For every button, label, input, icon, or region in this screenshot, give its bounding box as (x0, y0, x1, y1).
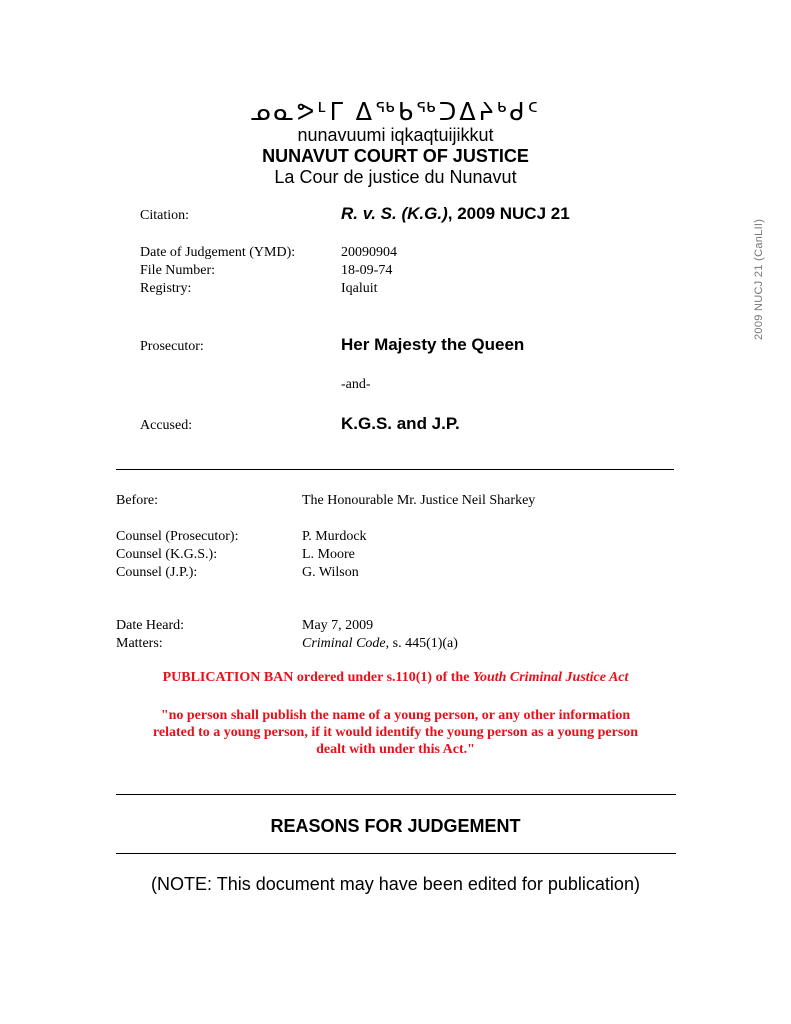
court-name-english: NUNAVUT COURT OF JUSTICE (262, 146, 529, 166)
court-name-inuktitut: nunavuumi iqkaqtuijikkut (297, 125, 494, 145)
date-value: 20090904 (341, 245, 397, 260)
citation-value (341, 204, 570, 224)
citation-year: 2009 NUCJ 21 (452, 204, 570, 223)
accused-value: K.G.S. and J.P. (341, 414, 460, 433)
publication-ban-act: Youth Criminal Justice Act (472, 670, 629, 685)
registry-label: Registry: (140, 281, 192, 296)
matters-label: Matters: (116, 636, 163, 651)
file-number-label: File Number: (140, 263, 216, 278)
counsel-prosecutor-value: P. Murdock (302, 529, 367, 544)
side-citation-watermark: 2009 NUCJ 21 (CanLII) (753, 218, 765, 340)
and-separator: -and- (341, 377, 371, 392)
case-name: R. v. S. (K.G.) (341, 204, 448, 223)
citation-label: Citation: (140, 208, 189, 223)
publication-ban-prefix: PUBLICATION BAN ordered under s.110(1) of the (162, 670, 473, 685)
matters-section: , s. 445(1)(a) (385, 636, 458, 651)
before-value: The Honourable Mr. Justice Neil Sharkey (302, 493, 536, 508)
court-name-syllabics: ᓄᓇᕗᒻᒥ ᐃᖅᑲᖅᑐᐃᔨᒃᑯᑦ (250, 99, 541, 126)
date-label: Date of Judgement (YMD): (140, 245, 296, 260)
matters-code: Criminal Code (302, 636, 386, 651)
matters-value (302, 636, 458, 652)
publication-ban-notice (0, 670, 791, 686)
publication-ban-quote-line1: "no person shall publish the name of a young person, or any other information (160, 708, 631, 723)
court-name-french: La Cour de justice du Nunavut (274, 167, 517, 187)
citation-separator: , (447, 204, 453, 223)
prosecutor-label: Prosecutor: (140, 339, 204, 354)
counsel-prosecutor-label: Counsel (Prosecutor): (116, 529, 239, 544)
counsel-jp-value: G. Wilson (302, 565, 359, 580)
counsel-kgs-value: L. Moore (302, 547, 355, 562)
divider-bottom (116, 853, 676, 854)
reasons-title: REASONS FOR JUDGEMENT (270, 816, 521, 836)
editing-note: (NOTE: This document may have been edited for publication) (151, 874, 640, 894)
publication-ban-quote-line2: related to a young person, if it would identify the young person as a young person (152, 725, 639, 740)
prosecutor-value: Her Majesty the Queen (341, 335, 525, 354)
file-number-value: 18-09-74 (341, 263, 393, 278)
counsel-jp-label: Counsel (J.P.): (116, 565, 198, 580)
divider-middle (116, 794, 676, 795)
publication-ban-quote-line3: dealt with under this Act." (316, 742, 475, 757)
date-heard-value: May 7, 2009 (302, 618, 374, 633)
before-label: Before: (116, 493, 158, 508)
date-heard-label: Date Heard: (116, 618, 185, 633)
accused-label: Accused: (140, 418, 193, 433)
counsel-kgs-label: Counsel (K.G.S.): (116, 547, 218, 562)
registry-value: Iqaluit (341, 281, 378, 296)
divider-top (116, 469, 674, 470)
